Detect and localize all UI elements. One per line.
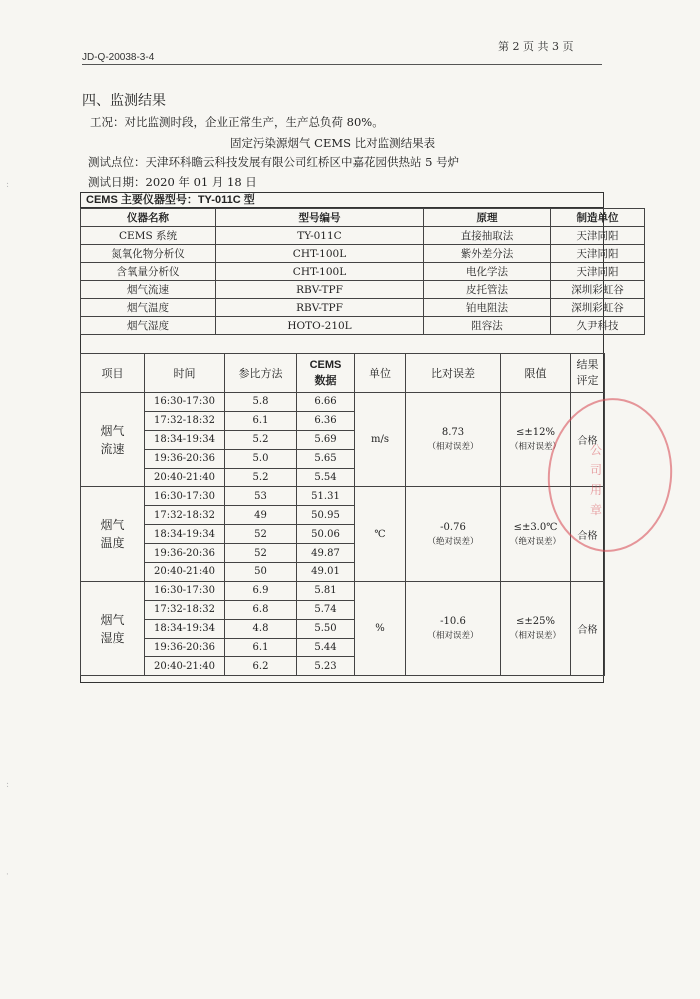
instrument-cell: 久尹科技 xyxy=(551,317,645,335)
cems-cell: 5.81 xyxy=(297,581,355,600)
cems-cell: 50.06 xyxy=(297,525,355,544)
scan-mark: : xyxy=(6,180,10,190)
result-cell: 合格 xyxy=(571,487,605,581)
time-cell: 20:40-21:40 xyxy=(145,563,225,582)
header-rule xyxy=(82,64,602,65)
reference-cell: 6.9 xyxy=(225,581,297,600)
reference-cell: 5.0 xyxy=(225,449,297,468)
results-column-header: 比对误差 xyxy=(406,354,501,393)
error-value: 8.73 xyxy=(441,427,465,439)
reference-cell: 52 xyxy=(225,544,297,563)
cems-cell: 50.95 xyxy=(297,506,355,525)
time-cell: 20:40-21:40 xyxy=(145,657,225,676)
results-column-header xyxy=(571,354,605,393)
instrument-cell: 天津同阳 xyxy=(551,245,645,263)
item-label: 烟气流速 xyxy=(100,423,125,456)
item-cell xyxy=(81,393,145,487)
instrument-cell: 烟气温度 xyxy=(81,299,216,317)
results-table xyxy=(80,353,605,676)
table-row xyxy=(81,393,605,412)
limit-value: ≤±25% xyxy=(516,616,555,628)
reference-cell: 52 xyxy=(225,525,297,544)
instrument-column-header: 制造单位 xyxy=(551,209,645,227)
time-cell: 17:32-18:32 xyxy=(145,506,225,525)
reference-cell: 5.2 xyxy=(225,468,297,487)
reference-cell: 50 xyxy=(225,563,297,582)
instrument-table xyxy=(80,208,645,335)
table-row xyxy=(81,581,605,600)
instrument-cell: 含氧量分析仪 xyxy=(81,263,216,281)
cems-cell: 5.44 xyxy=(297,638,355,657)
error-type: （绝对误差） xyxy=(427,536,479,547)
instrument-cell: 烟气湿度 xyxy=(81,317,216,335)
reference-cell: 6.2 xyxy=(225,657,297,676)
result-cell: 合格 xyxy=(571,581,605,675)
time-cell: 20:40-21:40 xyxy=(145,468,225,487)
time-cell: 18:34-19:34 xyxy=(145,619,225,638)
item-label: 烟气温度 xyxy=(100,518,125,551)
instrument-row xyxy=(81,299,645,317)
seal-text: 公司用章 xyxy=(590,443,603,517)
unit-cell: % xyxy=(355,581,406,675)
error-cell xyxy=(406,393,501,487)
time-cell: 18:34-19:34 xyxy=(145,430,225,449)
reference-cell: 6.1 xyxy=(225,411,297,430)
instrument-cell: CHT-100L xyxy=(216,263,424,281)
instrument-row xyxy=(81,281,645,299)
instrument-cell: TY-011C xyxy=(216,227,424,245)
unit-cell: m/s xyxy=(355,393,406,487)
results-column-header: 限值 xyxy=(501,354,571,393)
instrument-row xyxy=(81,263,645,281)
cems-cell: 5.50 xyxy=(297,619,355,638)
test-date: 测试日期：2020 年 01 月 18 日 xyxy=(88,175,257,189)
item-label: 烟气湿度 xyxy=(100,612,125,645)
limit-type: （相对误差） xyxy=(509,631,561,642)
instrument-cell: CHT-100L xyxy=(216,245,424,263)
page-number: 第 2 页 共 3 页 xyxy=(498,40,574,53)
instrument-cell: 烟气流速 xyxy=(81,281,216,299)
instrument-cell: 电化学法 xyxy=(424,263,551,281)
cems-cell: 5.54 xyxy=(297,468,355,487)
instrument-cell: 深圳彩虹谷 xyxy=(551,299,645,317)
results-header-row xyxy=(81,354,605,393)
limit-type: （绝对误差） xyxy=(509,536,561,547)
unit-cell: ℃ xyxy=(355,487,406,581)
instrument-cell: 阻容法 xyxy=(424,317,551,335)
instrument-cell: CEMS 系统 xyxy=(81,227,216,245)
cems-cell: 5.65 xyxy=(297,449,355,468)
time-cell: 17:32-18:32 xyxy=(145,411,225,430)
instrument-cell: 氮氧化物分析仪 xyxy=(81,245,216,263)
results-column-header-label: 结果评定 xyxy=(576,359,599,387)
cems-cell: 49.87 xyxy=(297,544,355,563)
reference-cell: 6.1 xyxy=(225,638,297,657)
instrument-column-header: 仪器名称 xyxy=(81,209,216,227)
instrument-cell: 皮托管法 xyxy=(424,281,551,299)
results-column-header: 参比方法 xyxy=(225,354,297,393)
instrument-cell: 铂电阻法 xyxy=(424,299,551,317)
results-column-header: 单位 xyxy=(355,354,406,393)
time-cell: 19:36-20:36 xyxy=(145,449,225,468)
results-column-header: 项目 xyxy=(81,354,145,393)
reference-cell: 5.8 xyxy=(225,393,297,412)
error-type: （相对误差） xyxy=(427,631,479,642)
document-id: JD-Q-20038-3-4 xyxy=(82,52,155,63)
section-title: 四、监测结果 xyxy=(82,93,166,109)
instrument-row xyxy=(81,227,645,245)
scan-mark: · xyxy=(6,870,9,880)
instrument-column-header: 原理 xyxy=(424,209,551,227)
reference-cell: 5.2 xyxy=(225,430,297,449)
instrument-cell: RBV-TPF xyxy=(216,299,424,317)
instrument-header: CEMS 主要仪器型号：TY-011C 型 xyxy=(80,192,604,208)
instrument-cell: 紫外差分法 xyxy=(424,245,551,263)
instrument-row xyxy=(81,317,645,335)
instrument-row xyxy=(81,245,645,263)
reference-cell: 53 xyxy=(225,487,297,506)
cems-cell: 5.23 xyxy=(297,657,355,676)
item-cell xyxy=(81,581,145,675)
cems-cell: 5.74 xyxy=(297,600,355,619)
cems-cell: 6.66 xyxy=(297,393,355,412)
instrument-cell: HOTO-210L xyxy=(216,317,424,335)
test-location: 测试点位：天津环科瞻云科技发展有限公司红桥区中嘉花园供热站 5 号炉 xyxy=(88,155,460,169)
operating-condition: 工况：对比监测时段，企业正常生产，生产总负荷 80%。 xyxy=(90,115,384,129)
instrument-cell: 天津同阳 xyxy=(551,227,645,245)
item-cell xyxy=(81,487,145,581)
time-cell: 16:30-17:30 xyxy=(145,581,225,600)
error-type: （相对误差） xyxy=(427,442,479,453)
instrument-cell: RBV-TPF xyxy=(216,281,424,299)
results-column-header xyxy=(297,354,355,393)
limit-value: ≤±12% xyxy=(516,427,555,439)
time-cell: 16:30-17:30 xyxy=(145,487,225,506)
instrument-cell: 深圳彩虹谷 xyxy=(551,281,645,299)
limit-value: ≤±3.0℃ xyxy=(513,521,558,533)
results-column-header-label: CEMS 数据 xyxy=(309,359,342,387)
error-value: -10.6 xyxy=(440,616,466,628)
scan-mark: : xyxy=(6,780,10,790)
instrument-cell: 直接抽取法 xyxy=(424,227,551,245)
result-cell: 合格 xyxy=(571,393,605,487)
instrument-header-row xyxy=(81,209,645,227)
reference-cell: 49 xyxy=(225,506,297,525)
reference-cell: 6.8 xyxy=(225,600,297,619)
table-caption: 固定污染源烟气 CEMS 比对监测结果表 xyxy=(230,136,436,150)
cems-cell: 5.69 xyxy=(297,430,355,449)
error-cell xyxy=(406,487,501,581)
time-cell: 16:30-17:30 xyxy=(145,393,225,412)
reference-cell: 4.8 xyxy=(225,619,297,638)
time-cell: 18:34-19:34 xyxy=(145,525,225,544)
time-cell: 17:32-18:32 xyxy=(145,600,225,619)
instrument-column-header: 型号编号 xyxy=(216,209,424,227)
cems-cell: 51.31 xyxy=(297,487,355,506)
time-cell: 19:36-20:36 xyxy=(145,638,225,657)
error-cell xyxy=(406,581,501,675)
limit-type: （相对误差） xyxy=(509,442,561,453)
cems-cell: 49.01 xyxy=(297,563,355,582)
cems-cell: 6.36 xyxy=(297,411,355,430)
results-column-header: 时间 xyxy=(145,354,225,393)
instrument-cell: 天津同阳 xyxy=(551,263,645,281)
limit-cell xyxy=(501,581,571,675)
table-row xyxy=(81,487,605,506)
time-cell: 19:36-20:36 xyxy=(145,544,225,563)
error-value: -0.76 xyxy=(440,521,466,533)
